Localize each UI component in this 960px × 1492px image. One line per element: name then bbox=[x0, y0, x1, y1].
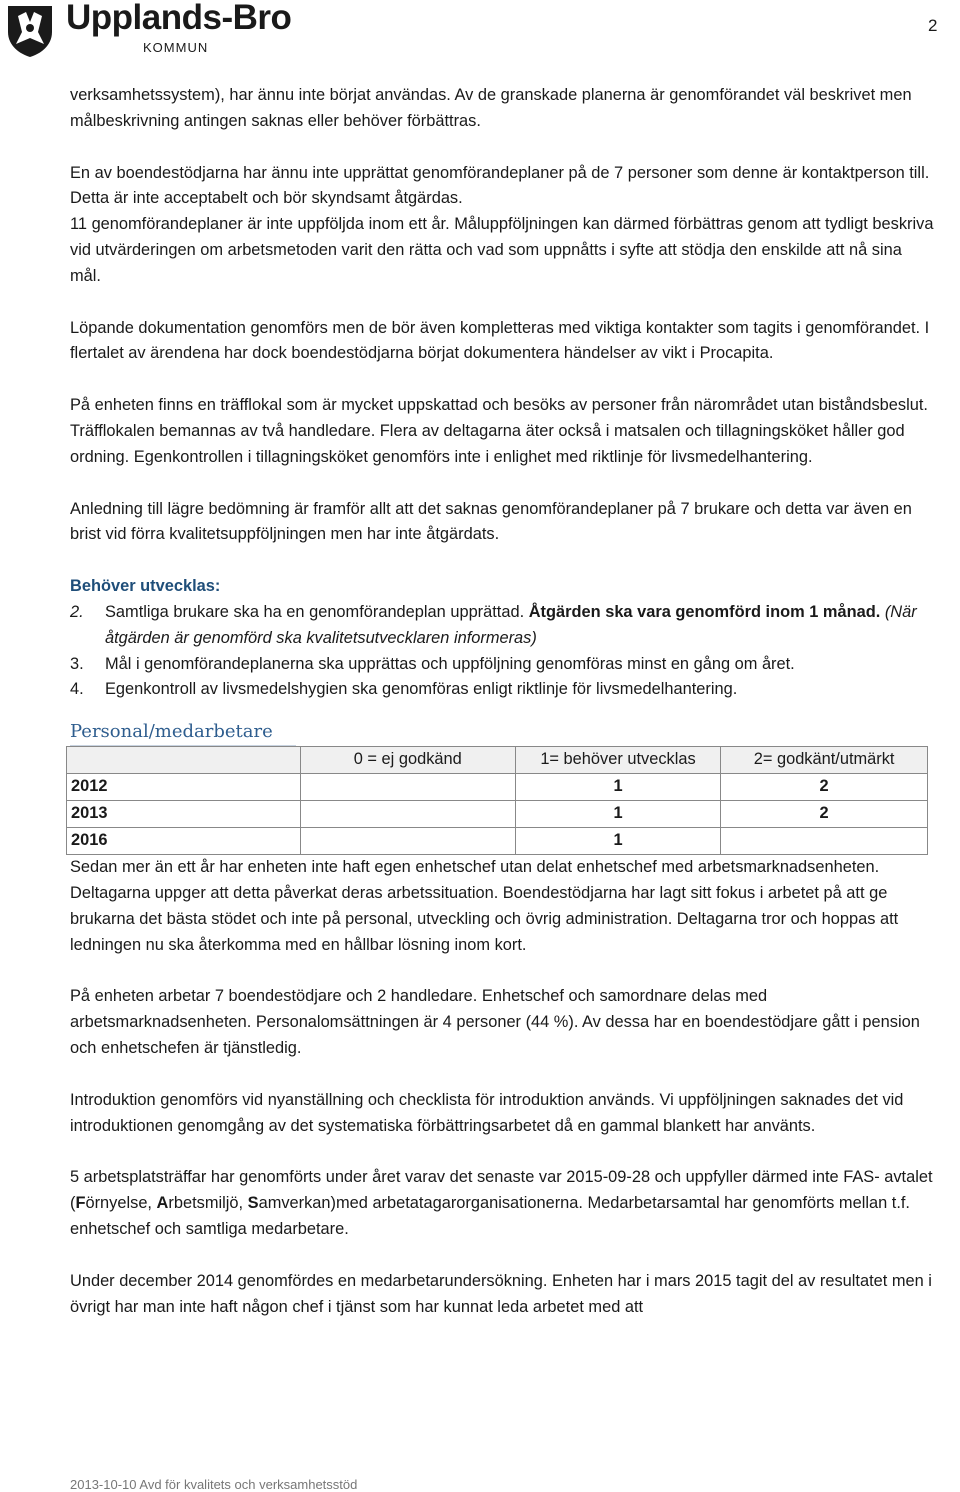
logo-subtitle: KOMMUN bbox=[143, 40, 209, 55]
year-cell: 2016 bbox=[67, 828, 301, 855]
paragraph: På enheten finns en träfflokal som är mycket uppskattad och besöks av personer från närområdet utan biståndsbeslut. Träfflokalen bemannas av två handledare. Flera av deltagarna äter också i matsalen och tillagningsköket håller god ordning. Egenkontrollen i tillagningsköket genomförs inte i enlighet med riktlinje för livsmedelhantering. bbox=[70, 396, 928, 466]
list-item bbox=[70, 677, 936, 703]
table-row bbox=[67, 828, 928, 855]
needs-list bbox=[70, 600, 936, 703]
page-number: 2 bbox=[928, 16, 938, 35]
table-header-cell: 1= behöver utvecklas bbox=[515, 747, 720, 774]
needs-heading: Behöver utvecklas: bbox=[70, 577, 221, 596]
table-header-cell: 0 = ej godkänd bbox=[300, 747, 515, 774]
list-item bbox=[70, 652, 936, 678]
year-cell: 2013 bbox=[67, 801, 301, 828]
paragraph: Löpande dokumentation genomförs men de bör även kompletteras med viktiga kontakter som tagits i genomförandet. I flertalet av ärendena har dock boendestödjarna börjat dokumentera händelser av vikt i Procapita. bbox=[70, 318, 930, 363]
rating-table bbox=[66, 746, 928, 855]
list-note: (När åtgärden är genomförd ska kvalitetsutvecklaren informeras) bbox=[105, 602, 917, 647]
list-number: 2. bbox=[70, 602, 84, 621]
list-item bbox=[70, 600, 936, 652]
crest-icon bbox=[4, 2, 56, 58]
score-cell: 1 bbox=[515, 828, 720, 855]
score-cell bbox=[300, 774, 515, 801]
paragraph: Anledning till lägre bedömning är framför allt att det saknas genomförandeplaner på 7 brukare och detta var även en brist vid förra kvalitetsuppföljningen men har inte åtgärdats. bbox=[70, 499, 912, 544]
paragraph: Sedan mer än ett år har enheten inte haft egen enhetschef utan delat enhetschef med arbetsmarknadsenheten. Deltagarna uppger att detta påverkat deras arbetssituation. Boendestödjarna har lagt sitt fokus i arbetet på att ge brukarna det bästa stödet och inte på personal, utveckling och övrig administration. Deltagarna tror och hoppas att ledningen nu ska återkomma med en hållbar lösning inom kort. bbox=[70, 858, 899, 954]
municipality-logo bbox=[4, 2, 334, 58]
list-text: Samtliga brukare ska ha en genomförandeplan upprättad. bbox=[105, 602, 529, 621]
paragraph: verksamhetssystem), har ännu inte börjat användas. Av de granskade planerna är genomförandet väl beskrivet men målbeskrivning antingen saknas eller behöver förbättras. bbox=[70, 86, 912, 130]
score-cell: 2 bbox=[721, 774, 928, 801]
table-header-cell bbox=[67, 747, 301, 774]
table-row bbox=[67, 774, 928, 801]
paragraph: En av boendestödjarna har ännu inte upprättat genomförandeplaner på de 7 personer som denne är kontaktperson till. Detta är inte acceptabelt och bör skyndsamt åtgärdas. bbox=[70, 163, 930, 208]
score-cell bbox=[300, 828, 515, 855]
list-emphasis: Åtgärden ska vara genomförd inom 1 månad. bbox=[528, 602, 881, 621]
list-text: Egenkontroll av livsmedelshygien ska genomföras enligt riktlinje för livsmedelhantering. bbox=[105, 680, 738, 699]
page-footer: 2013-10-10 Avd för kvalitets och verksamhetsstöd bbox=[70, 1477, 358, 1492]
section-title: Personal/medarbetare bbox=[70, 719, 296, 746]
table-header-row bbox=[67, 747, 928, 774]
paragraph: 11 genomförandeplaner är inte uppföljda inom ett år. Måluppföljningen kan därmed förbättras genom att tydligt beskriva vid utvärderingen om arbetsmetoden varit den rätta och vad som uppnåtts i syfte att stödja den enskilde att nå sina mål. bbox=[70, 215, 934, 285]
paragraph: 5 arbetsplatsträffar har genomförts under året varav det senaste var 2015-09-28 och uppfyller därmed inte FAS- avtalet (Förnyelse, Arbetsmiljö, Samverkan)med arbetatagarorganisationerna. Medarbetarsamtal har genomförts mellan t.f. enhetschef och samtliga medarbetare. bbox=[70, 1168, 933, 1238]
score-cell: 1 bbox=[515, 774, 720, 801]
list-text: Mål i genomförandeplanerna ska upprättas och uppföljning genomföras minst en gång om året. bbox=[105, 654, 795, 673]
logo-name: Upplands-Bro bbox=[66, 0, 292, 37]
score-cell: 2 bbox=[721, 801, 928, 828]
table-header-cell: 2= godkänt/utmärkt bbox=[721, 747, 928, 774]
year-cell: 2012 bbox=[67, 774, 301, 801]
list-number: 4. bbox=[70, 680, 84, 699]
paragraph: Introduktion genomförs vid nyanställning och checklista för introduktion används. Vi uppföljningen saknades det vid introduktionen genomgång av det systematiska förbättringsarbetet då en gammal blankett har använts. bbox=[70, 1090, 904, 1135]
score-cell bbox=[721, 828, 928, 855]
table-row bbox=[67, 801, 928, 828]
paragraph: På enheten arbetar 7 boendestödjare och 2 handledare. Enhetschef och samordnare delas med arbetsmarknadsenheten. Personalomsättningen är 4 personer (44 %). Av dessa har en boendestödjare gått i pension och enhetschefen är tjänstledig. bbox=[70, 987, 920, 1057]
score-cell: 1 bbox=[515, 801, 720, 828]
score-cell bbox=[300, 801, 515, 828]
paragraph: Under december 2014 genomfördes en medarbetarundersökning. Enheten har i mars 2015 tagit del av resultatet men i övrigt har man inte haft någon chef i tjänst som har kunnat leda arbetet med att bbox=[70, 1271, 932, 1316]
list-number: 3. bbox=[70, 654, 84, 673]
document-body bbox=[70, 83, 936, 1320]
